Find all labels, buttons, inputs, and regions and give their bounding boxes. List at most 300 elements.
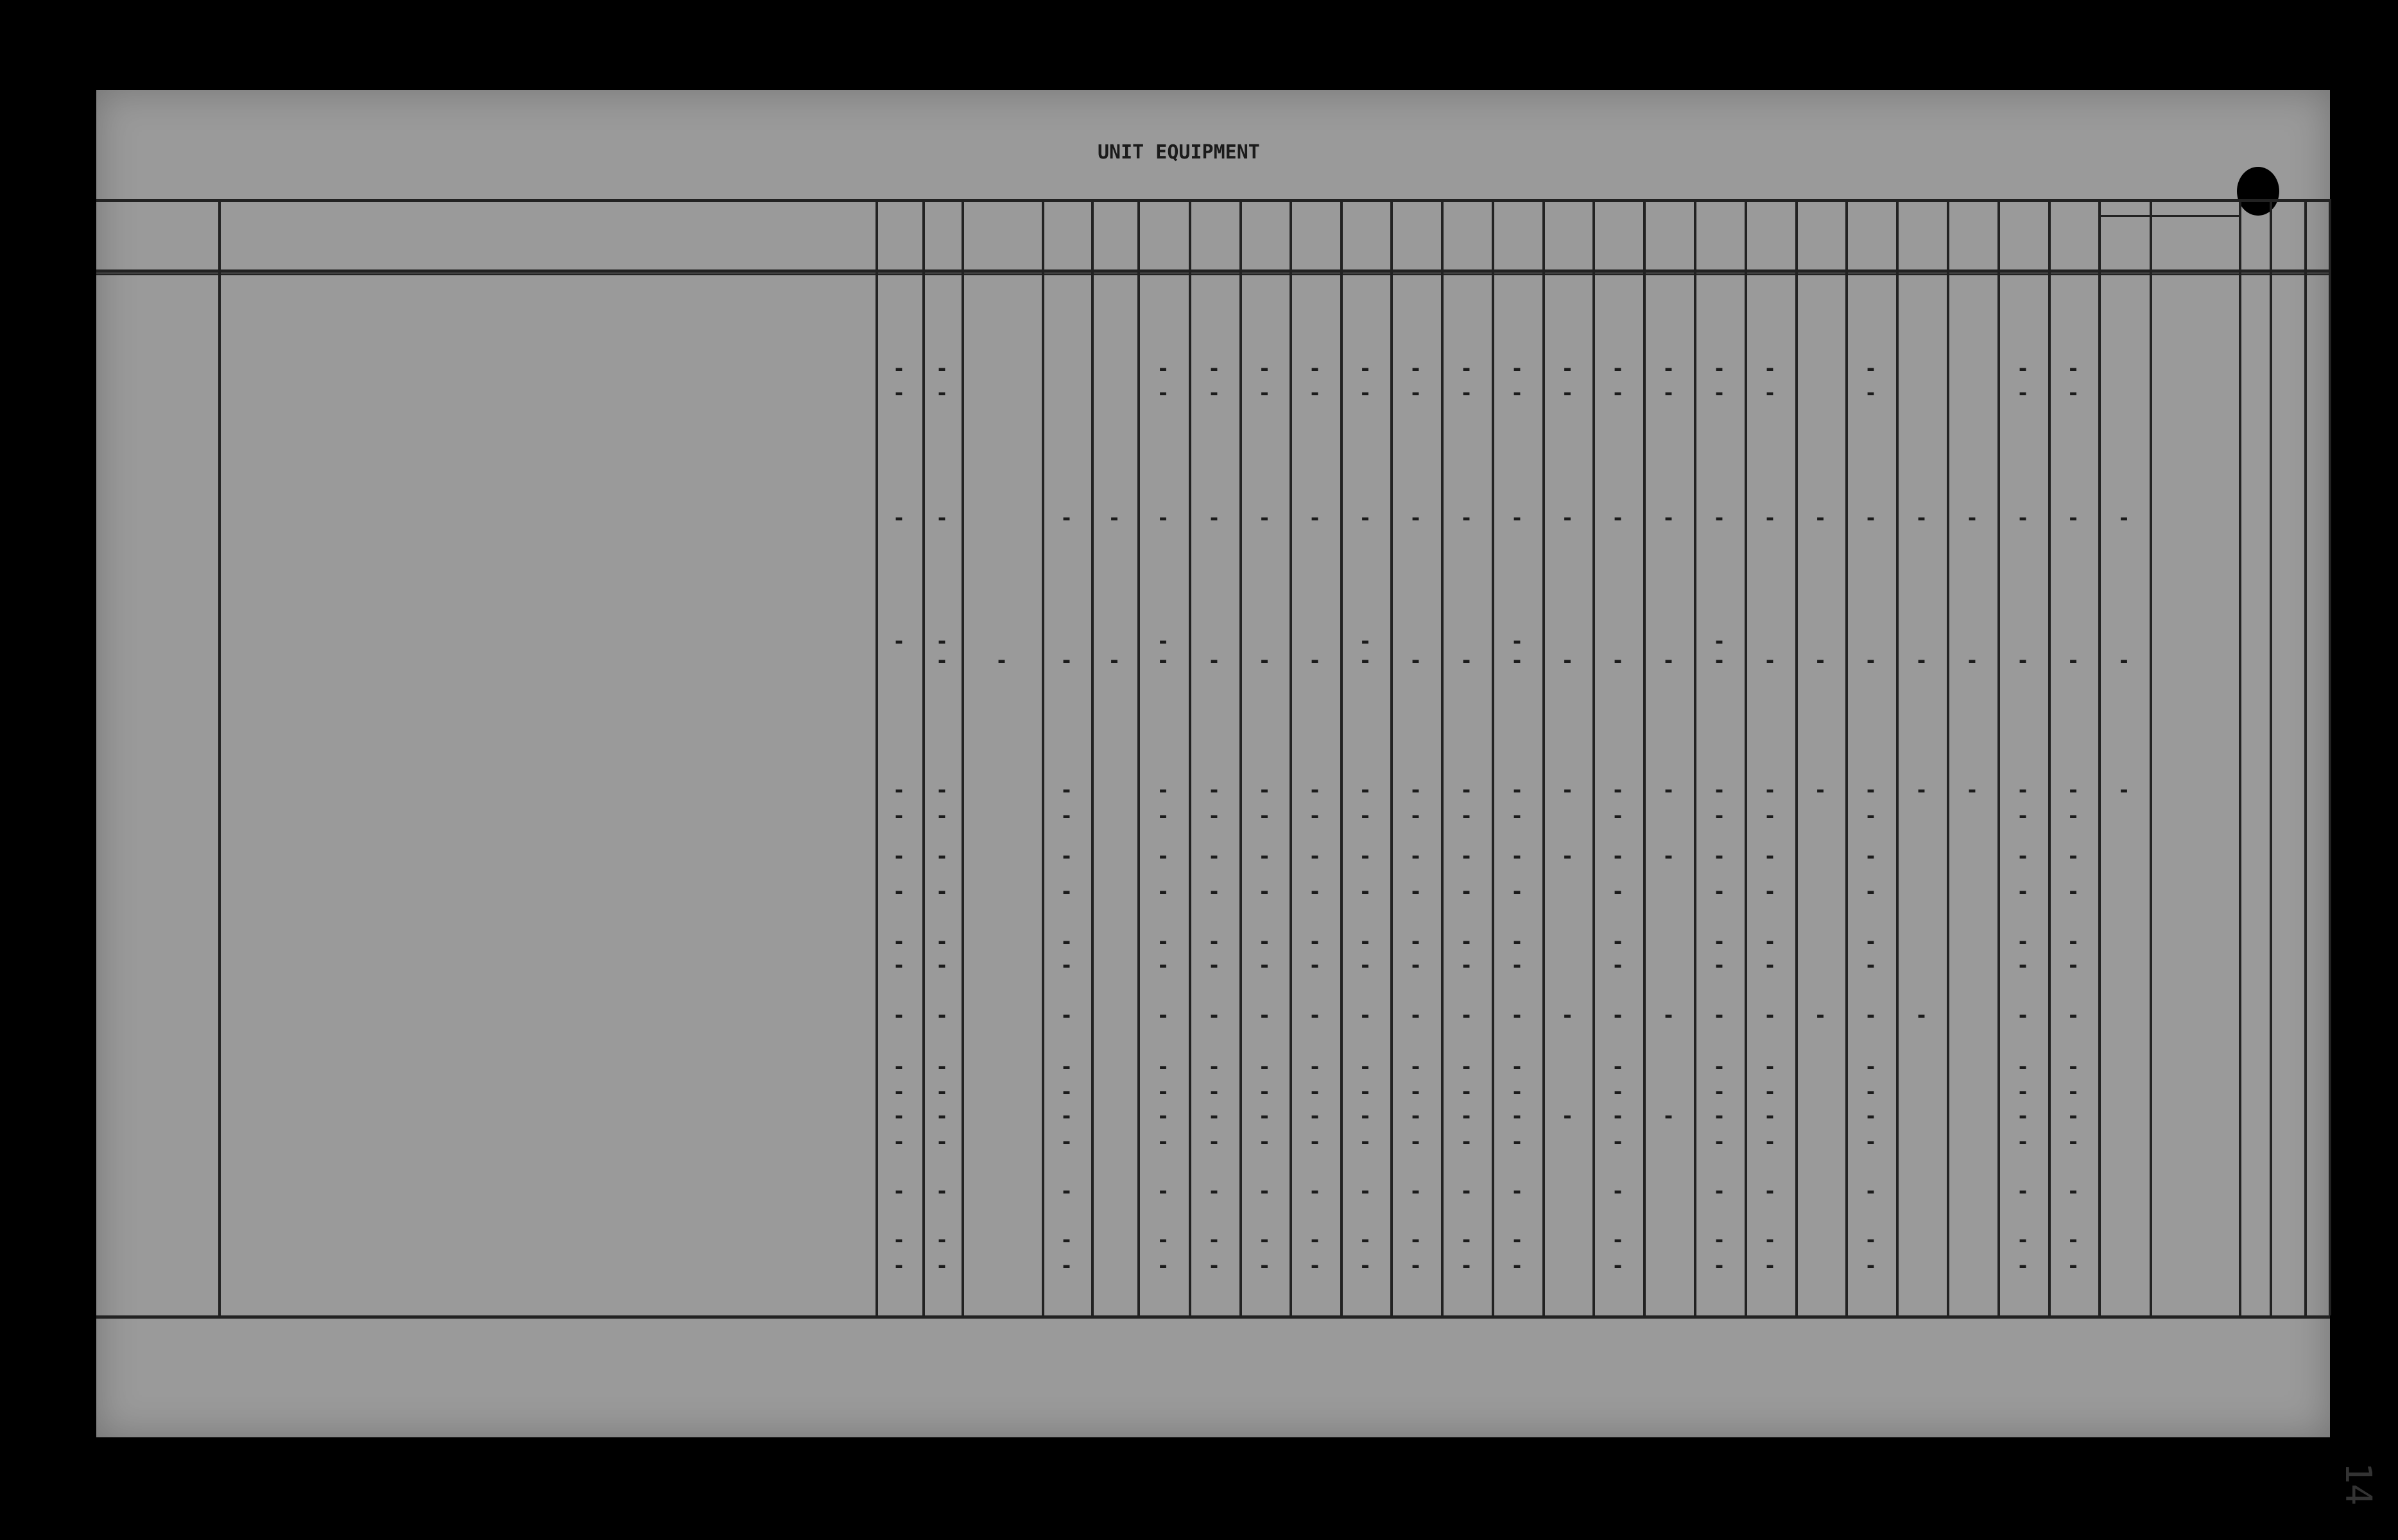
cell-dash: -	[1460, 1003, 1473, 1027]
cell-dash: -	[1864, 1003, 1877, 1027]
cell-dash: -	[1611, 1179, 1625, 1203]
cell-dash: -	[892, 1079, 906, 1104]
cell-dash: -	[1712, 844, 1726, 868]
cell-dash: -	[1763, 929, 1777, 954]
cell-dash: -	[1915, 1003, 1928, 1027]
cell-dash: -	[1207, 879, 1221, 903]
cell-dash: -	[2016, 1129, 2030, 1154]
cell-dash: -	[1611, 1003, 1625, 1027]
cell-dash: -	[1611, 803, 1625, 828]
cell-dash: -	[1611, 953, 1625, 977]
cell-dash: -	[1060, 1129, 1073, 1154]
cell-dash: -	[2118, 506, 2130, 530]
cell-dash: -	[2016, 1054, 2030, 1079]
cell-dash: -	[1409, 1253, 1422, 1278]
cell-dash: -	[935, 1228, 949, 1252]
cell-dash: -	[1864, 1104, 1877, 1128]
cell-dash: -	[1915, 648, 1928, 672]
cell-dash: -	[1359, 879, 1372, 903]
cell-dash: -	[1864, 1079, 1877, 1104]
cell-dash: -	[1157, 929, 1169, 954]
cell-dash: -	[1157, 1179, 1169, 1203]
cell-dash: -	[935, 1003, 949, 1027]
cell-dash: -	[1207, 803, 1221, 828]
cell-dash: -	[1510, 1129, 1524, 1154]
cell-dash: -	[2067, 803, 2080, 828]
column-divider	[1745, 199, 1747, 1315]
table-rule	[96, 273, 2330, 275]
cell-dash: -	[1060, 1179, 1073, 1203]
cell-dash: -	[1915, 506, 1928, 530]
column-divider	[1542, 199, 1545, 1315]
cell-dash: -	[1308, 879, 1322, 903]
cell-dash: -	[2016, 953, 2030, 977]
cell-dash: -	[2067, 1228, 2080, 1252]
cell-dash: -	[1060, 1228, 1073, 1252]
cell-dash: -	[892, 1179, 906, 1203]
cell-dash: -	[1308, 1179, 1322, 1203]
cell-dash: -	[1258, 1179, 1271, 1203]
cell-dash: -	[2067, 506, 2080, 530]
cell-dash: -	[1611, 778, 1625, 802]
column-divider	[2150, 199, 2152, 1315]
cell-dash: -	[1712, 1253, 1726, 1278]
cell-dash: -	[1207, 953, 1221, 977]
cell-dash: -	[1460, 648, 1473, 672]
cell-dash: -	[1409, 1228, 1422, 1252]
cell-dash: -	[1864, 506, 1877, 530]
cell-dash: -	[1359, 629, 1372, 653]
cell-dash: -	[1207, 1253, 1221, 1278]
cell-dash: -	[1611, 1129, 1625, 1154]
cell-dash: -	[1409, 1079, 1422, 1104]
cell-dash: -	[1712, 879, 1726, 903]
page-number: 14	[2337, 1462, 2379, 1506]
cell-dash: -	[1712, 1228, 1726, 1252]
cell-dash: -	[1157, 1129, 1169, 1154]
cell-dash: -	[1460, 1179, 1473, 1203]
cell-dash: -	[1359, 844, 1372, 868]
cell-dash: -	[1763, 648, 1777, 672]
cell-dash: -	[1157, 1253, 1169, 1278]
cell-dash: -	[1409, 879, 1422, 903]
cell-dash: -	[1712, 1054, 1726, 1079]
cell-dash: -	[1207, 381, 1221, 405]
cell-dash: -	[1712, 803, 1726, 828]
table-rule	[96, 1315, 2330, 1319]
cell-dash: -	[1258, 844, 1271, 868]
cell-dash: -	[892, 356, 906, 381]
punch-hole	[2237, 167, 2279, 216]
cell-dash: -	[1359, 929, 1372, 954]
cell-dash: -	[1409, 648, 1422, 672]
column-divider	[1492, 199, 1494, 1315]
cell-dash: -	[1258, 648, 1271, 672]
column-divider	[1694, 199, 1696, 1315]
cell-dash: -	[2016, 1079, 2030, 1104]
cell-dash: -	[2067, 929, 2080, 954]
cell-dash: -	[1060, 1104, 1073, 1128]
cell-dash: -	[1157, 381, 1169, 405]
cell-dash: -	[1611, 506, 1625, 530]
cell-dash: -	[1207, 1104, 1221, 1128]
cell-dash: -	[1359, 1179, 1372, 1203]
cell-dash: -	[1460, 1104, 1473, 1128]
cell-dash: -	[1864, 1054, 1877, 1079]
cell-dash: -	[1157, 844, 1169, 868]
cell-dash: -	[1409, 356, 1422, 381]
column-divider	[1189, 199, 1191, 1315]
cell-dash: -	[1409, 929, 1422, 954]
cell-dash: -	[1662, 844, 1675, 868]
cell-dash: -	[1359, 1003, 1372, 1027]
cell-dash: -	[1510, 356, 1524, 381]
table-rule	[96, 199, 2330, 202]
cell-dash: -	[1662, 648, 1675, 672]
cell-dash: -	[2067, 879, 2080, 903]
cell-dash: -	[1510, 844, 1524, 868]
cell-dash: -	[1510, 1179, 1524, 1203]
cell-dash: -	[1611, 844, 1625, 868]
cell-dash: -	[1460, 844, 1473, 868]
cell-dash: -	[1359, 506, 1372, 530]
cell-dash: -	[1308, 648, 1322, 672]
cell-dash: -	[2016, 803, 2030, 828]
cell-dash: -	[1763, 1129, 1777, 1154]
cell-dash: -	[1864, 1179, 1877, 1203]
cell-dash: -	[1157, 879, 1169, 903]
cell-dash: -	[1510, 879, 1524, 903]
column-divider	[1042, 199, 1044, 1315]
cell-dash: -	[892, 929, 906, 954]
cell-dash: -	[935, 1104, 949, 1128]
cell-dash: -	[1308, 1129, 1322, 1154]
cell-dash: -	[1258, 1228, 1271, 1252]
cell-dash: -	[1712, 953, 1726, 977]
cell-dash: -	[1460, 1129, 1473, 1154]
cell-dash: -	[1712, 1179, 1726, 1203]
cell-dash: -	[1662, 381, 1675, 405]
cell-dash: -	[1561, 506, 1574, 530]
cell-dash: -	[935, 879, 949, 903]
cell-dash: -	[2118, 778, 2130, 802]
cell-dash: -	[1060, 506, 1073, 530]
cell-dash: -	[995, 648, 1008, 672]
column-divider	[962, 199, 964, 1315]
cell-dash: -	[1814, 778, 1827, 802]
cell-dash: -	[1712, 648, 1726, 672]
cell-dash: -	[1510, 778, 1524, 802]
cell-dash: -	[1207, 1054, 1221, 1079]
cell-dash: -	[892, 1129, 906, 1154]
cell-dash: -	[935, 1179, 949, 1203]
cell-dash: -	[1060, 879, 1073, 903]
cell-dash: -	[1157, 1079, 1169, 1104]
cell-dash: -	[1864, 381, 1877, 405]
cell-dash: -	[2067, 1054, 2080, 1079]
cell-dash: -	[1157, 506, 1169, 530]
cell-dash: -	[935, 844, 949, 868]
cell-dash: -	[1157, 1003, 1169, 1027]
cell-dash: -	[1460, 1054, 1473, 1079]
cell-dash: -	[2016, 506, 2030, 530]
cell-dash: -	[1460, 1079, 1473, 1104]
cell-dash: -	[1864, 1228, 1877, 1252]
cell-dash: -	[1864, 356, 1877, 381]
cell-dash: -	[1258, 356, 1271, 381]
cell-dash: -	[1308, 778, 1322, 802]
cell-dash: -	[1712, 778, 1726, 802]
cell-dash: -	[1763, 1253, 1777, 1278]
cell-dash: -	[1409, 1129, 1422, 1154]
cell-dash: -	[1207, 1003, 1221, 1027]
cell-dash: -	[1864, 929, 1877, 954]
cell-dash: -	[1108, 506, 1121, 530]
cell-dash: -	[1864, 648, 1877, 672]
cell-dash: -	[1864, 1129, 1877, 1154]
cell-dash: -	[1460, 953, 1473, 977]
cell-dash: -	[1207, 778, 1221, 802]
cell-dash: -	[1207, 1179, 1221, 1203]
cell-dash: -	[1763, 356, 1777, 381]
cell-dash: -	[892, 629, 906, 653]
cell-dash: -	[1662, 1104, 1675, 1128]
cell-dash: -	[1258, 381, 1271, 405]
cell-dash: -	[1712, 1079, 1726, 1104]
subheader-rule	[2098, 215, 2239, 217]
cell-dash: -	[1359, 1079, 1372, 1104]
cell-dash: -	[1763, 879, 1777, 903]
cell-dash: -	[1308, 381, 1322, 405]
cell-dash: -	[892, 381, 906, 405]
cell-dash: -	[1359, 803, 1372, 828]
cell-dash: -	[935, 778, 949, 802]
cell-dash: -	[1814, 1003, 1827, 1027]
cell-dash: -	[1060, 1054, 1073, 1079]
cell-dash: -	[1561, 844, 1574, 868]
cell-dash: -	[2067, 844, 2080, 868]
cell-dash: -	[1060, 648, 1073, 672]
cell-dash: -	[1359, 1129, 1372, 1154]
column-divider	[1390, 199, 1393, 1315]
column-divider	[2239, 199, 2241, 1315]
cell-dash: -	[1712, 506, 1726, 530]
cell-dash: -	[1712, 929, 1726, 954]
cell-dash: -	[1157, 356, 1169, 381]
cell-dash: -	[1308, 1228, 1322, 1252]
cell-dash: -	[1712, 629, 1726, 653]
column-divider	[1947, 199, 1949, 1315]
cell-dash: -	[1157, 1054, 1169, 1079]
column-divider	[2304, 199, 2307, 1315]
cell-dash: -	[892, 1054, 906, 1079]
cell-dash: -	[1157, 629, 1169, 653]
cell-dash: -	[1308, 929, 1322, 954]
column-divider	[1845, 199, 1848, 1315]
cell-dash: -	[1060, 1079, 1073, 1104]
cell-dash: -	[1060, 1003, 1073, 1027]
cell-dash: -	[1409, 844, 1422, 868]
cell-dash: -	[1359, 1253, 1372, 1278]
cell-dash: -	[1409, 1003, 1422, 1027]
cell-dash: -	[1060, 1253, 1073, 1278]
cell-dash: -	[2067, 1253, 2080, 1278]
cell-dash: -	[1258, 929, 1271, 954]
column-divider	[1997, 199, 2000, 1315]
cell-dash: -	[1258, 1104, 1271, 1128]
cell-dash: -	[1561, 356, 1574, 381]
cell-dash: -	[1359, 1228, 1372, 1252]
cell-dash: -	[1359, 356, 1372, 381]
document-sheet	[96, 90, 2379, 1506]
cell-dash: -	[1258, 1079, 1271, 1104]
cell-dash: -	[935, 648, 949, 672]
cell-dash: -	[1763, 844, 1777, 868]
cell-dash: -	[1460, 778, 1473, 802]
column-divider	[1239, 199, 1242, 1315]
column-divider	[2329, 199, 2331, 1315]
cell-dash: -	[1409, 953, 1422, 977]
cell-dash: -	[1359, 381, 1372, 405]
cell-dash: -	[1763, 1054, 1777, 1079]
cell-dash: -	[2067, 1003, 2080, 1027]
cell-dash: -	[1864, 803, 1877, 828]
cell-dash: -	[2016, 1003, 2030, 1027]
cell-dash: -	[1561, 1003, 1574, 1027]
cell-dash: -	[1712, 1129, 1726, 1154]
cell-dash: -	[935, 629, 949, 653]
cell-dash: -	[1611, 1253, 1625, 1278]
cell-dash: -	[1763, 1228, 1777, 1252]
cell-dash: -	[1258, 879, 1271, 903]
cell-dash: -	[1359, 778, 1372, 802]
cell-dash: -	[1864, 1253, 1877, 1278]
cell-dash: -	[1258, 953, 1271, 977]
cell-dash: -	[1207, 356, 1221, 381]
cell-dash: -	[1157, 1228, 1169, 1252]
cell-dash: -	[892, 1104, 906, 1128]
column-divider	[2270, 199, 2272, 1315]
cell-dash: -	[1108, 648, 1121, 672]
cell-dash: -	[1611, 1079, 1625, 1104]
page-title: UNIT EQUIPMENT	[1098, 141, 1260, 164]
cell-dash: -	[1510, 1054, 1524, 1079]
cell-dash: -	[1460, 381, 1473, 405]
column-divider	[922, 199, 925, 1315]
cell-dash: -	[892, 778, 906, 802]
cell-dash: -	[1510, 629, 1524, 653]
cell-dash: -	[1157, 803, 1169, 828]
cell-dash: -	[1662, 778, 1675, 802]
cell-dash: -	[2067, 1079, 2080, 1104]
cell-dash: -	[1763, 1179, 1777, 1203]
cell-dash: -	[2016, 778, 2030, 802]
cell-dash: -	[2016, 879, 2030, 903]
cell-dash: -	[935, 506, 949, 530]
cell-dash: -	[1510, 1079, 1524, 1104]
cell-dash: -	[1157, 1104, 1169, 1128]
cell-dash: -	[1662, 506, 1675, 530]
cell-dash: -	[1611, 356, 1625, 381]
cell-dash: -	[2067, 356, 2080, 381]
cell-dash: -	[892, 1003, 906, 1027]
cell-dash: -	[1409, 778, 1422, 802]
cell-dash: -	[1409, 1054, 1422, 1079]
cell-dash: -	[2016, 356, 2030, 381]
cell-dash: -	[1207, 844, 1221, 868]
cell-dash: -	[1060, 844, 1073, 868]
column-divider	[1896, 199, 1899, 1315]
cell-dash: -	[1763, 1079, 1777, 1104]
cell-dash: -	[1712, 1104, 1726, 1128]
cell-dash: -	[1207, 1079, 1221, 1104]
column-divider	[1592, 199, 1595, 1315]
cell-dash: -	[2067, 778, 2080, 802]
cell-dash: -	[1965, 648, 1979, 672]
cell-dash: -	[1510, 803, 1524, 828]
cell-dash: -	[1561, 1104, 1574, 1128]
cell-dash: -	[1460, 1228, 1473, 1252]
cell-dash: -	[1864, 879, 1877, 903]
cell-dash: -	[2016, 844, 2030, 868]
cell-dash: -	[1060, 929, 1073, 954]
cell-dash: -	[935, 1054, 949, 1079]
cell-dash: -	[1460, 803, 1473, 828]
cell-dash: -	[2016, 1228, 2030, 1252]
cell-dash: -	[1207, 506, 1221, 530]
cell-dash: -	[1611, 648, 1625, 672]
cell-dash: -	[1561, 648, 1574, 672]
cell-dash: -	[1308, 803, 1322, 828]
cell-dash: -	[1207, 648, 1221, 672]
cell-dash: -	[2016, 648, 2030, 672]
cell-dash: -	[1207, 1228, 1221, 1252]
cell-dash: -	[1359, 1104, 1372, 1128]
cell-dash: -	[2016, 929, 2030, 954]
cell-dash: -	[1409, 1179, 1422, 1203]
cell-dash: -	[1864, 778, 1877, 802]
cell-dash: -	[1409, 1104, 1422, 1128]
cell-dash: -	[935, 356, 949, 381]
cell-dash: -	[1611, 1104, 1625, 1128]
cell-dash: -	[1409, 803, 1422, 828]
cell-dash: -	[1359, 1054, 1372, 1079]
cell-dash: -	[892, 879, 906, 903]
cell-dash: -	[1308, 844, 1322, 868]
cell-dash: -	[1662, 1003, 1675, 1027]
column-divider	[1137, 199, 1140, 1315]
cell-dash: -	[1611, 929, 1625, 954]
cell-dash: -	[935, 929, 949, 954]
cell-dash: -	[1308, 356, 1322, 381]
cell-dash: -	[1763, 953, 1777, 977]
column-divider	[1441, 199, 1444, 1315]
cell-dash: -	[892, 1228, 906, 1252]
table-rule	[96, 270, 2330, 273]
cell-dash: -	[1258, 1003, 1271, 1027]
cell-dash: -	[1510, 1253, 1524, 1278]
cell-dash: -	[935, 1253, 949, 1278]
cell-dash: -	[2016, 1253, 2030, 1278]
cell-dash: -	[1510, 648, 1524, 672]
cell-dash: -	[1060, 803, 1073, 828]
cell-dash: -	[1510, 953, 1524, 977]
cell-dash: -	[935, 1129, 949, 1154]
cell-dash: -	[1308, 1054, 1322, 1079]
cell-dash: -	[1409, 506, 1422, 530]
column-divider	[218, 199, 221, 1315]
cell-dash: -	[1763, 778, 1777, 802]
